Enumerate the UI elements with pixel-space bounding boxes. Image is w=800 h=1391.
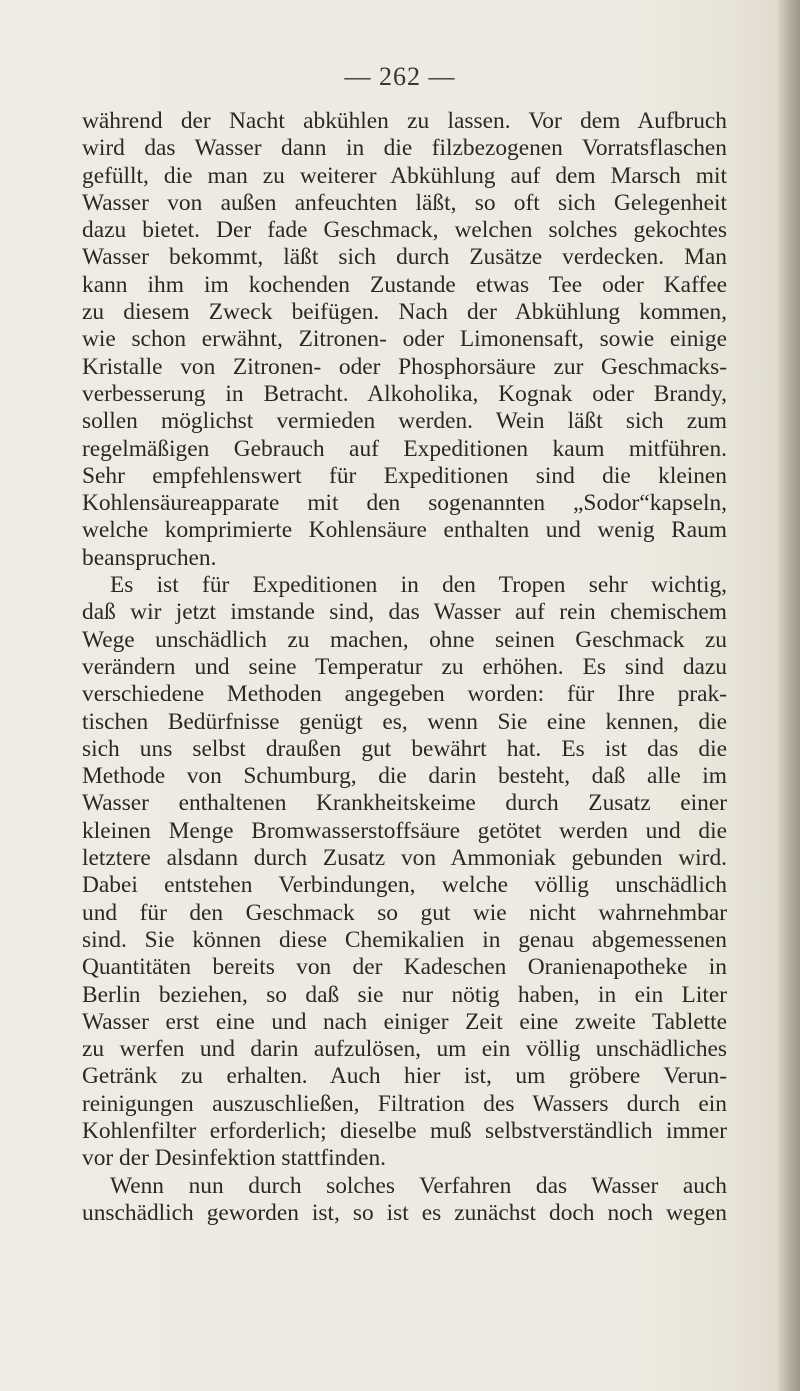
text-line: Methode von Schumburg, die darin besteht, daß alle im (82, 763, 727, 790)
text-line: Kohlensäureapparate mit den sogenannten „Sodor“kapseln, (82, 490, 727, 517)
text-line: kleinen Menge Bromwasserstoffsäure getötet werden und die (82, 817, 727, 844)
text-line: zu werfen und darin aufzulösen, um ein völlig unschädliches (82, 1036, 727, 1063)
text-line: Getränk zu erhalten. Auch hier ist, um gröbere Verun- (82, 1063, 727, 1090)
text-line: Wasser bekommt, läßt sich durch Zusätze verdecken. Man (82, 244, 727, 271)
text-line: Wasser enthaltenen Krankheitskeime durch Zusatz einer (82, 790, 727, 817)
text-line: reinigungen auszuschließen, Filtration des Wassers durch ein (82, 1090, 727, 1117)
body-text (82, 108, 727, 1227)
text-line: verschiedene Methoden angegeben worden: für Ihre prak- (82, 681, 727, 708)
text-line: dazu bietet. Der fade Geschmack, welchen solches gekochtes (82, 217, 727, 244)
text-line: während der Nacht abkühlen zu lassen. Vor dem Aufbruch (82, 108, 727, 134)
text-line: unschädlich geworden ist, so ist es zunächst doch noch wegen (82, 1199, 727, 1226)
text-line: beanspruchen. (82, 544, 217, 571)
text-line: Quantitäten bereits von der Kadeschen Oranienapotheke in (82, 954, 727, 981)
text-line: Sehr empfehlenswert für Expeditionen sind die kleinen (82, 462, 727, 489)
text-line: Wasser erst eine und nach einiger Zeit eine zweite Tablette (82, 1008, 727, 1035)
text-line: Dabei entstehen Verbindungen, welche völlig unschädlich (82, 872, 727, 899)
text-line: Berlin beziehen, so daß sie nur nötig haben, in ein Liter (82, 981, 727, 1008)
text-line: daß wir jetzt imstande sind, das Wasser auf rein chemischem (82, 599, 727, 626)
text-line: Wege unschädlich zu machen, ohne seinen Geschmack zu (82, 626, 727, 653)
text-line: regelmäßigen Gebrauch auf Expeditionen kaum mitführen. (82, 435, 727, 462)
text-line: sind. Sie können diese Chemikalien in genau abgemessenen (82, 926, 727, 953)
text-line: verbesserung in Betracht. Alkoholika, Kognak oder Brandy, (82, 380, 727, 407)
text-line: gefüllt, die man zu weiterer Abkühlung auf dem Marsch mit (82, 162, 727, 189)
text-line: und für den Geschmack so gut wie nicht wahrnehmbar (82, 899, 727, 926)
text-line: kann ihm im kochenden Zustande etwas Tee oder Kaffee (82, 271, 727, 298)
text-line: tischen Bedürfnisse genügt es, wenn Sie eine kennen, die (82, 708, 727, 735)
text-line: verändern und seine Temperatur zu erhöhen. Es sind dazu (82, 653, 727, 680)
text-line: Wenn nun durch solches Verfahren das Wasser auch (110, 1172, 727, 1199)
text-line: Wasser von außen anfeuchten läßt, so oft sich Gelegenheit (82, 189, 727, 216)
text-line: wird das Wasser dann in die filzbezogenen Vorratsflaschen (82, 135, 727, 162)
text-line: vor der Desinfektion stattfinden. (82, 1145, 386, 1172)
text-line: sollen möglichst vermieden werden. Wein läßt sich zum (82, 408, 727, 435)
text-line: zu diesem Zweck beifügen. Nach der Abkühlung kommen, (82, 299, 727, 326)
text-line: Es ist für Expeditionen in den Tropen sehr wichtig, (110, 572, 727, 599)
text-line: letztere alsdann durch Zusatz von Ammoniak gebunden wird. (82, 845, 727, 872)
text-line: Kohlenfilter erforderlich; dieselbe muß selbstverständlich immer (82, 1117, 727, 1144)
page-edge-shadow (778, 0, 800, 1391)
text-line: welche komprimierte Kohlensäure enthalten und wenig Raum (82, 517, 727, 544)
text-line: sich uns selbst draußen gut bewährt hat. Es ist das die (82, 735, 727, 762)
text-line: Kristalle von Zitronen- oder Phosphorsäure zur Geschmacks- (82, 353, 727, 380)
page-number: — 262 — (344, 62, 456, 91)
text-line: wie schon erwähnt, Zitronen- oder Limonensaft, sowie einige (82, 326, 727, 353)
